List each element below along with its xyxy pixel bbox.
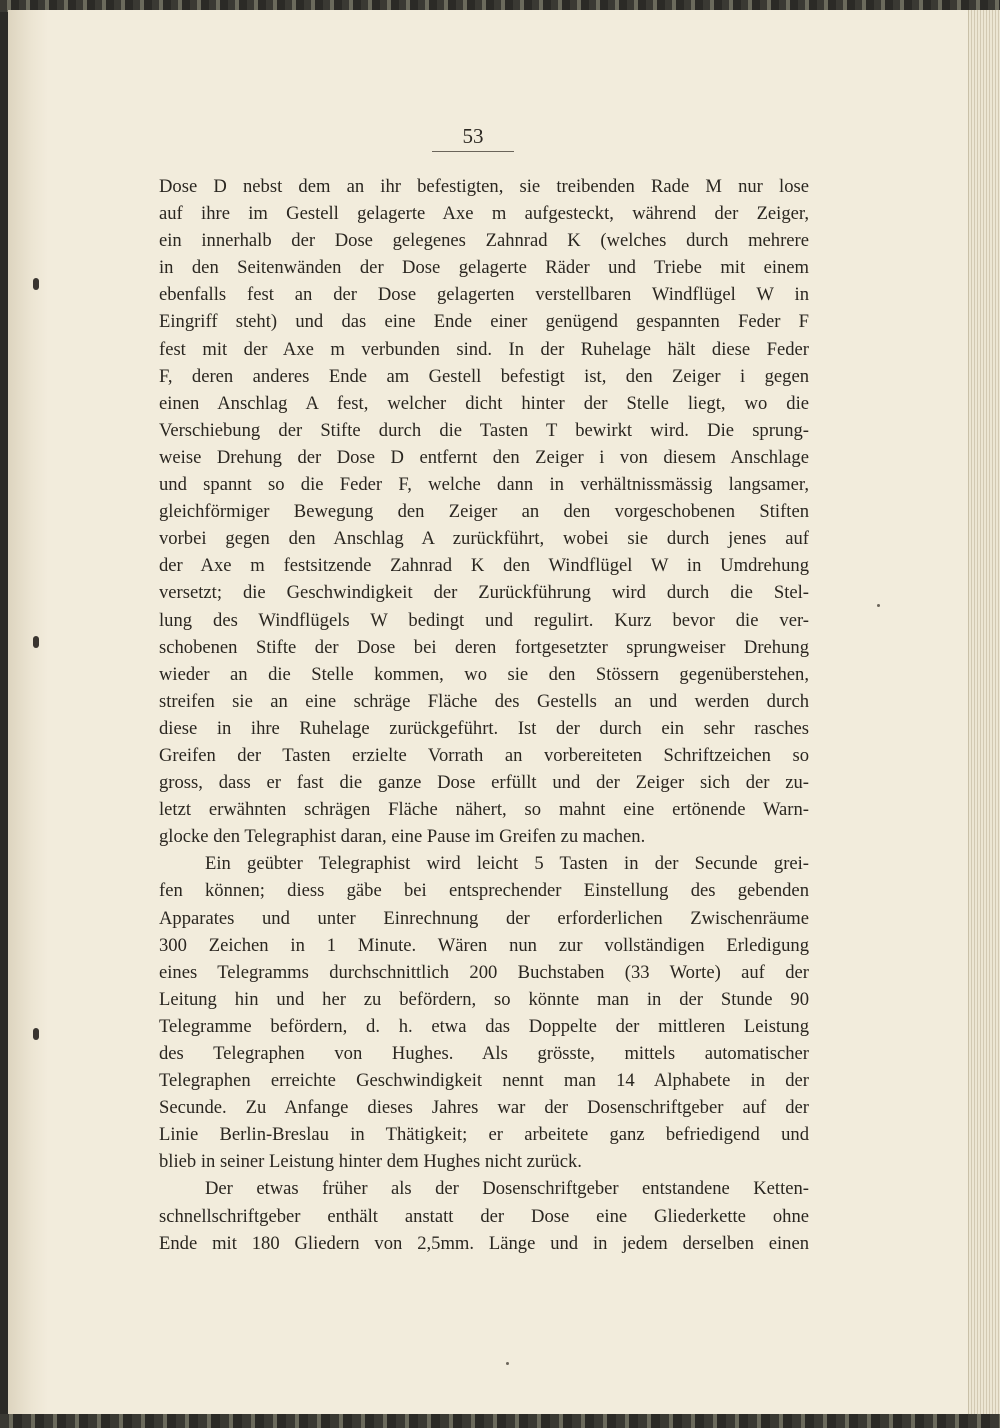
text-line: einen Anschlag A fest, welcher dicht hinter der Stelle liegt, wo die <box>159 392 809 414</box>
text-line: fest mit der Axe m verbunden sind. In der Ruhelage hält diese Feder <box>159 338 809 360</box>
text-line: 300 Zeichen in 1 Minute. Wären nun zur vollständigen Erledigung <box>159 934 809 956</box>
text-line: schobenen Stifte der Dose bei deren fortgesetzter sprungweiser Drehung <box>159 636 809 658</box>
text-line: Telegraphen erreichte Geschwindigkeit nennt man 14 Alphabete in der <box>159 1070 809 1092</box>
text-line: vorbei gegen den Anschlag A zurückführt, wobei sie durch jenes auf <box>159 528 809 550</box>
text-line: gleichförmiger Bewegung den Zeiger an den vorgeschobenen Stiften <box>159 501 809 523</box>
text-line-paragraph-end: blieb in seiner Leistung hinter dem Hughes nicht zurück. <box>159 1151 582 1173</box>
binding-thread-mark <box>33 1028 39 1040</box>
text-line: wieder an die Stelle kommen, wo sie den Stössern gegenüberstehen, <box>159 663 809 685</box>
text-line: Dose D nebst dem an ihr befestigten, sie treibenden Rade M nur lose <box>159 176 809 197</box>
text-line: in den Seitenwänden der Dose gelagerte Räder und Triebe mit einem <box>159 257 809 279</box>
paper-speck <box>877 604 880 607</box>
paper-speck <box>506 1362 509 1365</box>
text-line: Verschiebung der Stifte durch die Tasten T bewirkt wird. Die sprung- <box>159 419 809 441</box>
text-line: Ende mit 180 Gliedern von 2,5mm. Länge und in jedem derselben einen <box>159 1232 809 1254</box>
page-gutter-shadow <box>8 10 48 1416</box>
text-line: F, deren anderes Ende am Gestell befestigt ist, den Zeiger i gegen <box>159 365 809 387</box>
text-line: diese in ihre Ruhelage zurückgeführt. Ist der durch ein sehr rasches <box>159 717 809 739</box>
text-line: der Axe m festsitzende Zahnrad K den Windflügel W in Umdrehung <box>159 555 809 577</box>
text-line-paragraph-start: Ein geübter Telegraphist wird leicht 5 Tasten in der Secunde grei- <box>205 853 809 875</box>
text-line: lung des Windflügels W bedingt und regulirt. Kurz bevor die ver- <box>159 609 809 631</box>
text-line: streifen sie an eine schräge Fläche des Gestells an und werden durch <box>159 690 809 712</box>
text-line: schnellschriftgeber enthält anstatt der Dose eine Gliederkette ohne <box>159 1205 809 1227</box>
text-line: eines Telegramms durchschnittlich 200 Buchstaben (33 Worte) auf der <box>159 961 809 983</box>
page-number-rule <box>432 151 514 152</box>
book-frame-bottom <box>0 1414 1000 1428</box>
text-line: ebenfalls fest an der Dose gelagerten verstellbaren Windflügel W in <box>159 284 809 306</box>
text-line: versetzt; die Geschwindigkeit der Zurückführung wird durch die Stel- <box>159 582 809 604</box>
text-line: fen können; diess gäbe bei entsprechender Einstellung des gebenden <box>159 880 809 902</box>
text-line-paragraph-start: Der etwas früher als der Dosenschriftgeber entstandene Ketten- <box>205 1178 809 1200</box>
binding-thread-mark <box>33 278 39 290</box>
text-line: gross, dass er fast die ganze Dose erfüllt und der Zeiger sich der zu- <box>159 772 809 794</box>
text-line: ein innerhalb der Dose gelegenes Zahnrad K (welches durch mehrere <box>159 230 809 252</box>
binding-thread-mark <box>33 636 39 648</box>
text-line: letzt erwähnten schrägen Fläche nähert, so mahnt eine ertönende Warn- <box>159 799 809 821</box>
text-line: Apparates und unter Einrechnung der erforderlichen Zwischenräume <box>159 907 809 929</box>
page-fore-edge <box>968 10 1000 1416</box>
text-line: Telegramme befördern, d. h. etwa das Doppelte der mittleren Leistung <box>159 1015 809 1037</box>
text-line: weise Drehung der Dose D entfernt den Zeiger i von diesem Anschlage <box>159 446 809 468</box>
text-line: Greifen der Tasten erzielte Vorrath an vorbereiteten Schriftzeichen so <box>159 744 809 766</box>
page-number: 53 <box>462 124 484 148</box>
text-line: Linie Berlin-Breslau in Thätigkeit; er arbeitete ganz befriedigend und <box>159 1124 809 1146</box>
text-line: auf ihre im Gestell gelagerte Axe m aufgesteckt, während der Zeiger, <box>159 203 809 225</box>
text-line: und spannt so die Feder F, welche dann in verhältnissmässig langsamer, <box>159 474 809 496</box>
text-line: des Telegraphen von Hughes. Als grösste, mittels automatischer <box>159 1043 809 1064</box>
text-line: Secunde. Zu Anfange dieses Jahres war der Dosenschriftgeber auf der <box>159 1097 809 1119</box>
text-line-paragraph-end: glocke den Telegraphist daran, eine Pause im Greifen zu machen. <box>159 826 646 848</box>
text-line: Leitung hin und her zu befördern, so könnte man in der Stunde 90 <box>159 988 809 1010</box>
body-text <box>159 173 809 1257</box>
text-line: Eingriff steht) und das eine Ende einer genügend gespannten Feder F <box>159 311 809 333</box>
